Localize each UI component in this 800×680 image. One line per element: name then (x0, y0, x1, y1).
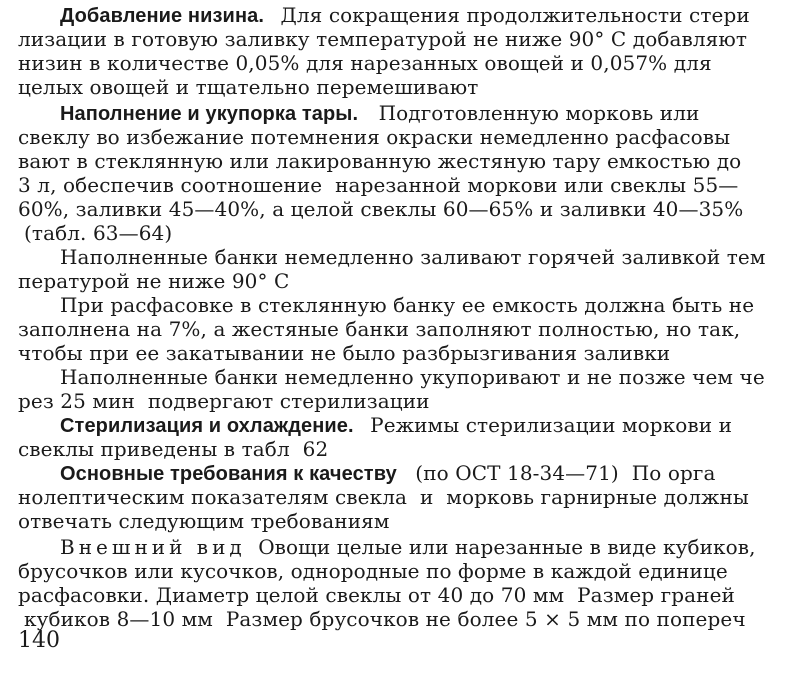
text-line (0, 583, 800, 607)
text-line (0, 341, 800, 365)
text-line (0, 3, 800, 27)
text-fragment: Режимы стерилизации моркови и (370, 413, 733, 437)
text-fragment: 3 л, обеспечив соотношение нарезанной моркови или свеклы 55— (18, 173, 739, 197)
text-fragment: свеклы приведены в табл 62 (18, 437, 329, 461)
text-line (0, 389, 800, 413)
text-line (0, 149, 800, 173)
text-line (0, 293, 800, 317)
text-line (0, 173, 800, 197)
text-fragment: пературой не ниже 90° С (18, 269, 290, 293)
text-line (0, 365, 800, 389)
text-line (0, 317, 800, 341)
text-fragment: расфасовки. Диаметр целой свеклы от 40 до 70 мм Размер граней (18, 583, 735, 607)
text-line (0, 125, 800, 149)
text-fragment: 60%, заливки 45—40%, а целой свеклы 60—65% и заливки 40—35% (18, 197, 744, 221)
text-line (0, 607, 800, 631)
text-line (0, 51, 800, 75)
text-fragment: лизации в готовую заливку температурой не ниже 90° С добавляют (18, 27, 748, 51)
text-fragment: При расфасовке в стеклянную банку ее емкость должна быть не (60, 293, 755, 317)
text-line (0, 413, 800, 437)
text-line (0, 101, 800, 125)
heading-nisin: Добавление низина. (60, 5, 265, 27)
text-line (0, 461, 800, 485)
page-number: 140 (18, 628, 60, 653)
heading-appearance: Внешний вид (60, 535, 246, 559)
text-line (0, 269, 800, 293)
text-fragment: низин в количестве 0,05% для нарезанных овощей и 0,057% для (18, 51, 712, 75)
heading-filling: Наполнение и укупорка тары. (60, 103, 359, 125)
text-fragment: Наполненные банки немедленно укупоривают и не позже чем че (60, 365, 765, 389)
heading-sterilization: Стерилизация и охлаждение. (60, 415, 354, 437)
text-fragment: рез 25 мин подвергают стерилизации (18, 389, 430, 413)
text-line (0, 245, 800, 269)
text-fragment: (по ОСТ 18-34—71) По орга (415, 461, 716, 485)
text-line (0, 437, 800, 461)
text-line (0, 27, 800, 51)
text-fragment: (табл. 63—64) (24, 221, 173, 245)
text-line (0, 75, 800, 99)
text-line (0, 197, 800, 221)
text-fragment: Для сокращения продолжительности стери (280, 3, 750, 27)
text-fragment: Подготовленную морковь или (378, 101, 700, 125)
text-fragment: вают в стеклянную или лакированную жестяную тару емкостью до (18, 149, 742, 173)
text-line (0, 535, 800, 559)
text-fragment: чтобы при ее закатывании не было разбрызгивания заливки (18, 341, 671, 365)
text-fragment: целых овощей и тщательно перемешивают (18, 75, 479, 99)
heading-quality: Основные требования к качеству (60, 463, 397, 485)
text-line (0, 221, 800, 245)
text-fragment: заполнена на 7%, а жестяные банки заполняют полностью, но так, (18, 317, 741, 341)
text-fragment: кубиков 8—10 мм Размер брусочков не более 5 × 5 мм по попереч (24, 607, 746, 631)
text-line (0, 559, 800, 583)
text-fragment: брусочков или кусочков, однородные по форме в каждой единице (18, 559, 728, 583)
text-line (0, 485, 800, 509)
text-fragment: свеклу во избежание потемнения окраски немедленно расфасовы (18, 125, 731, 149)
text-fragment: Наполненные банки немедленно заливают горячей заливкой тем (60, 245, 766, 269)
text-fragment: отвечать следующим требованиям (18, 509, 390, 533)
text-fragment: нолептическим показателям свекла и морковь гарнирные должны (18, 485, 749, 509)
text-line (0, 509, 800, 533)
text-fragment: Овощи целые или нарезанные в виде кубиков, (258, 535, 756, 559)
